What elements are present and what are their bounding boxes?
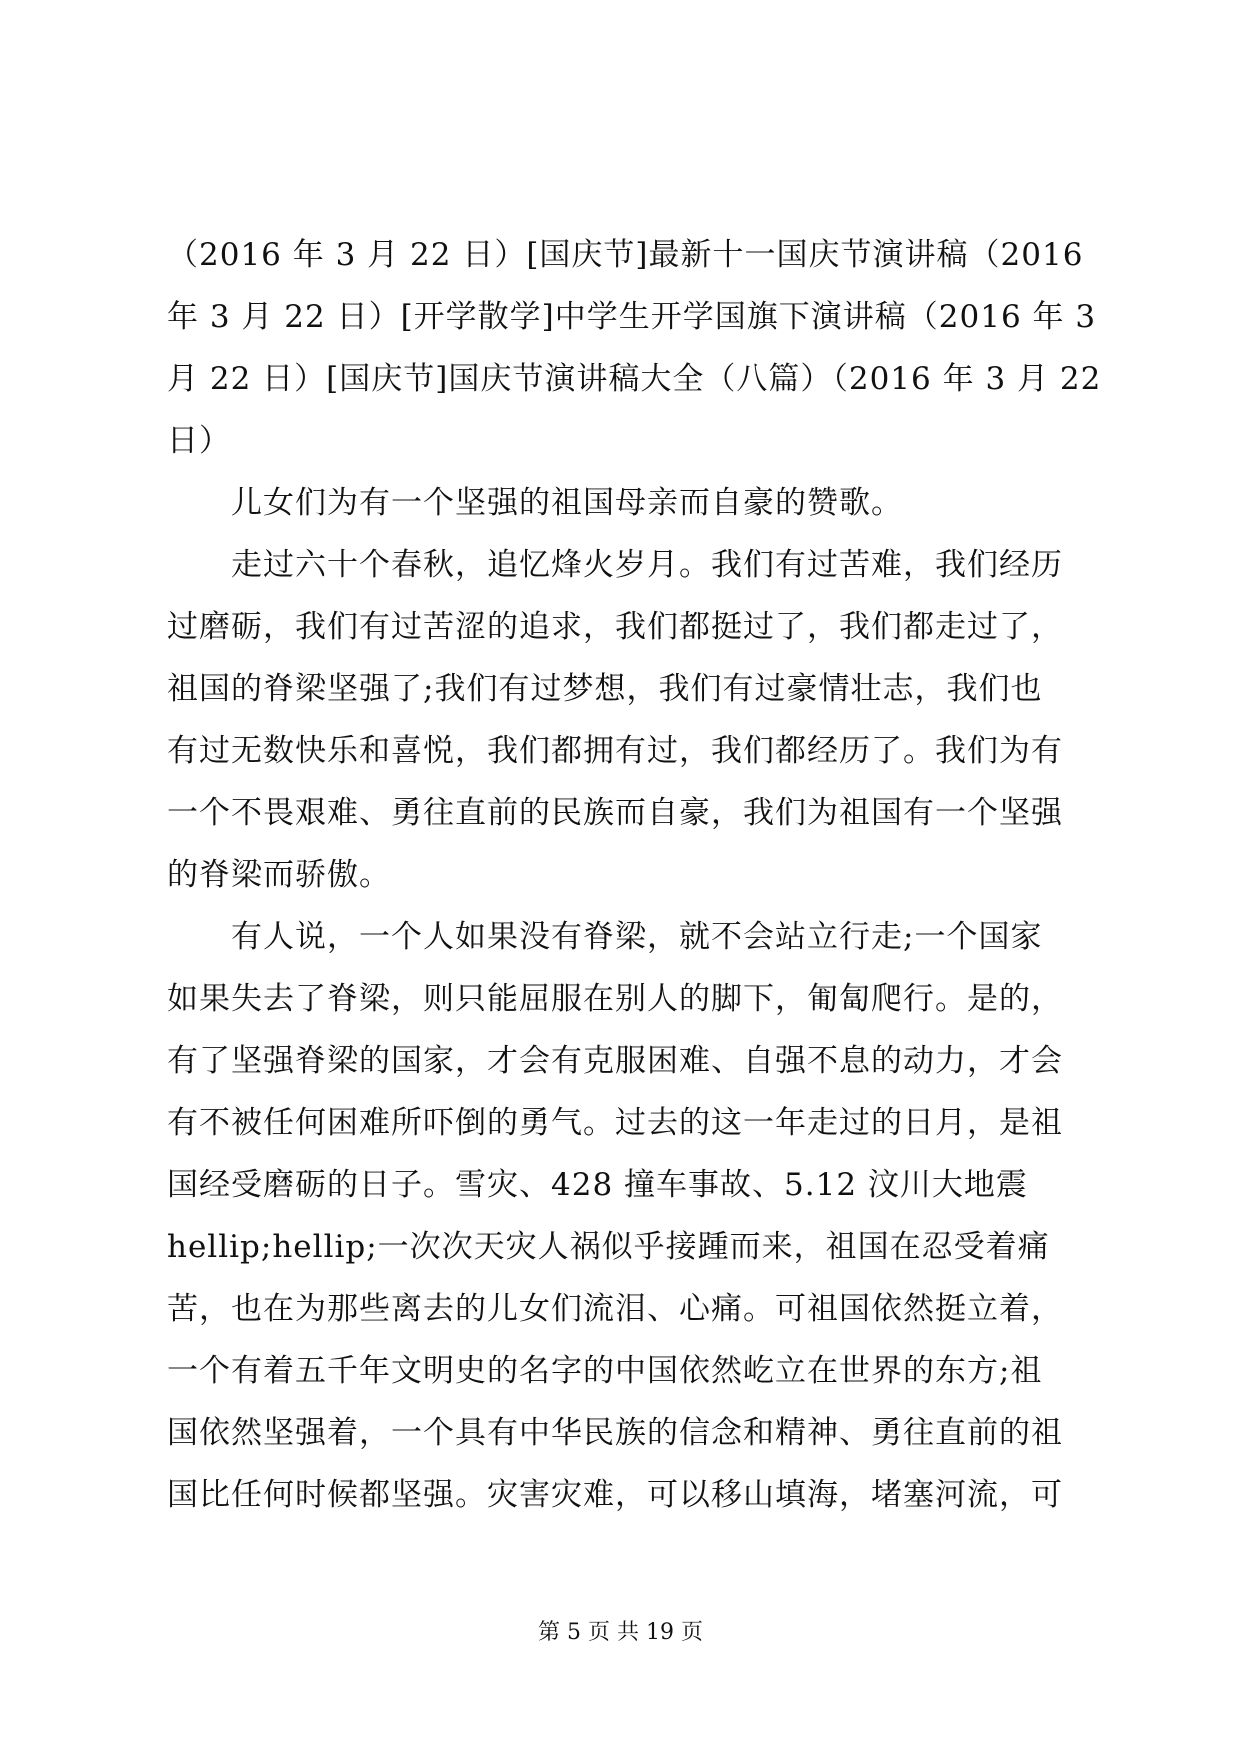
text-line: 国依然坚强着，一个具有中华民族的信念和精神、勇往直前的祖: [167, 1415, 1063, 1451]
text-line: 儿女们为有一个坚强的祖国母亲而自豪的赞歌。: [167, 485, 903, 521]
text-line: 国经受磨砺的日子。雪灾、428 撞车事故、5.12 汶川大地震: [167, 1167, 1028, 1203]
text-line: （2016 年 3 月 22 日）[国庆节]最新十一国庆节演讲稿（2016: [167, 237, 1084, 273]
page-footer: [0, 1618, 1241, 1648]
body-text: [167, 224, 1102, 1526]
text-line: 走过六十个春秋，追忆烽火岁月。我们有过苦难，我们经历: [167, 547, 1063, 583]
page-number: 第 5 页 共 19 页: [538, 1620, 703, 1645]
text-line: 一个不畏艰难、勇往直前的民族而自豪，我们为祖国有一个坚强: [167, 795, 1063, 831]
text-line: 如果失去了脊梁，则只能屈服在别人的脚下，匍匐爬行。是的，: [167, 981, 1063, 1017]
text-line: 日）: [167, 423, 231, 459]
text-line: 祖国的脊梁坚强了;我们有过梦想，我们有过豪情壮志，我们也: [167, 671, 1043, 707]
text-line: 国比任何时候都坚强。灾害灾难，可以移山填海，堵塞河流，可: [167, 1477, 1063, 1513]
text-line: 有人说，一个人如果没有脊梁，就不会站立行走;一个国家: [167, 919, 1043, 955]
text-line: 的脊梁而骄傲。: [167, 857, 391, 893]
text-line: 过磨砺，我们有过苦涩的追求，我们都挺过了，我们都走过了，: [167, 609, 1063, 645]
text-line: hellip;hellip;一次次天灾人祸似乎接踵而来，祖国在忍受着痛: [167, 1229, 1050, 1265]
text-line: 一个有着五千年文明史的名字的中国依然屹立在世界的东方;祖: [167, 1353, 1043, 1389]
text-line: 年 3 月 22 日）[开学散学]中学生开学国旗下演讲稿（2016 年 3: [167, 299, 1097, 335]
text-line: 有了坚强脊梁的国家，才会有克服困难、自强不息的动力，才会: [167, 1043, 1063, 1079]
text-line: 苦，也在为那些离去的儿女们流泪、心痛。可祖国依然挺立着，: [167, 1291, 1063, 1327]
text-line: 有过无数快乐和喜悦，我们都拥有过，我们都经历了。我们为有: [167, 733, 1063, 769]
text-line: 月 22 日）[国庆节]国庆节演讲稿大全（八篇）（2016 年 3 月 22: [167, 361, 1102, 397]
text-line: 有不被任何困难所吓倒的勇气。过去的这一年走过的日月，是祖: [167, 1105, 1063, 1141]
